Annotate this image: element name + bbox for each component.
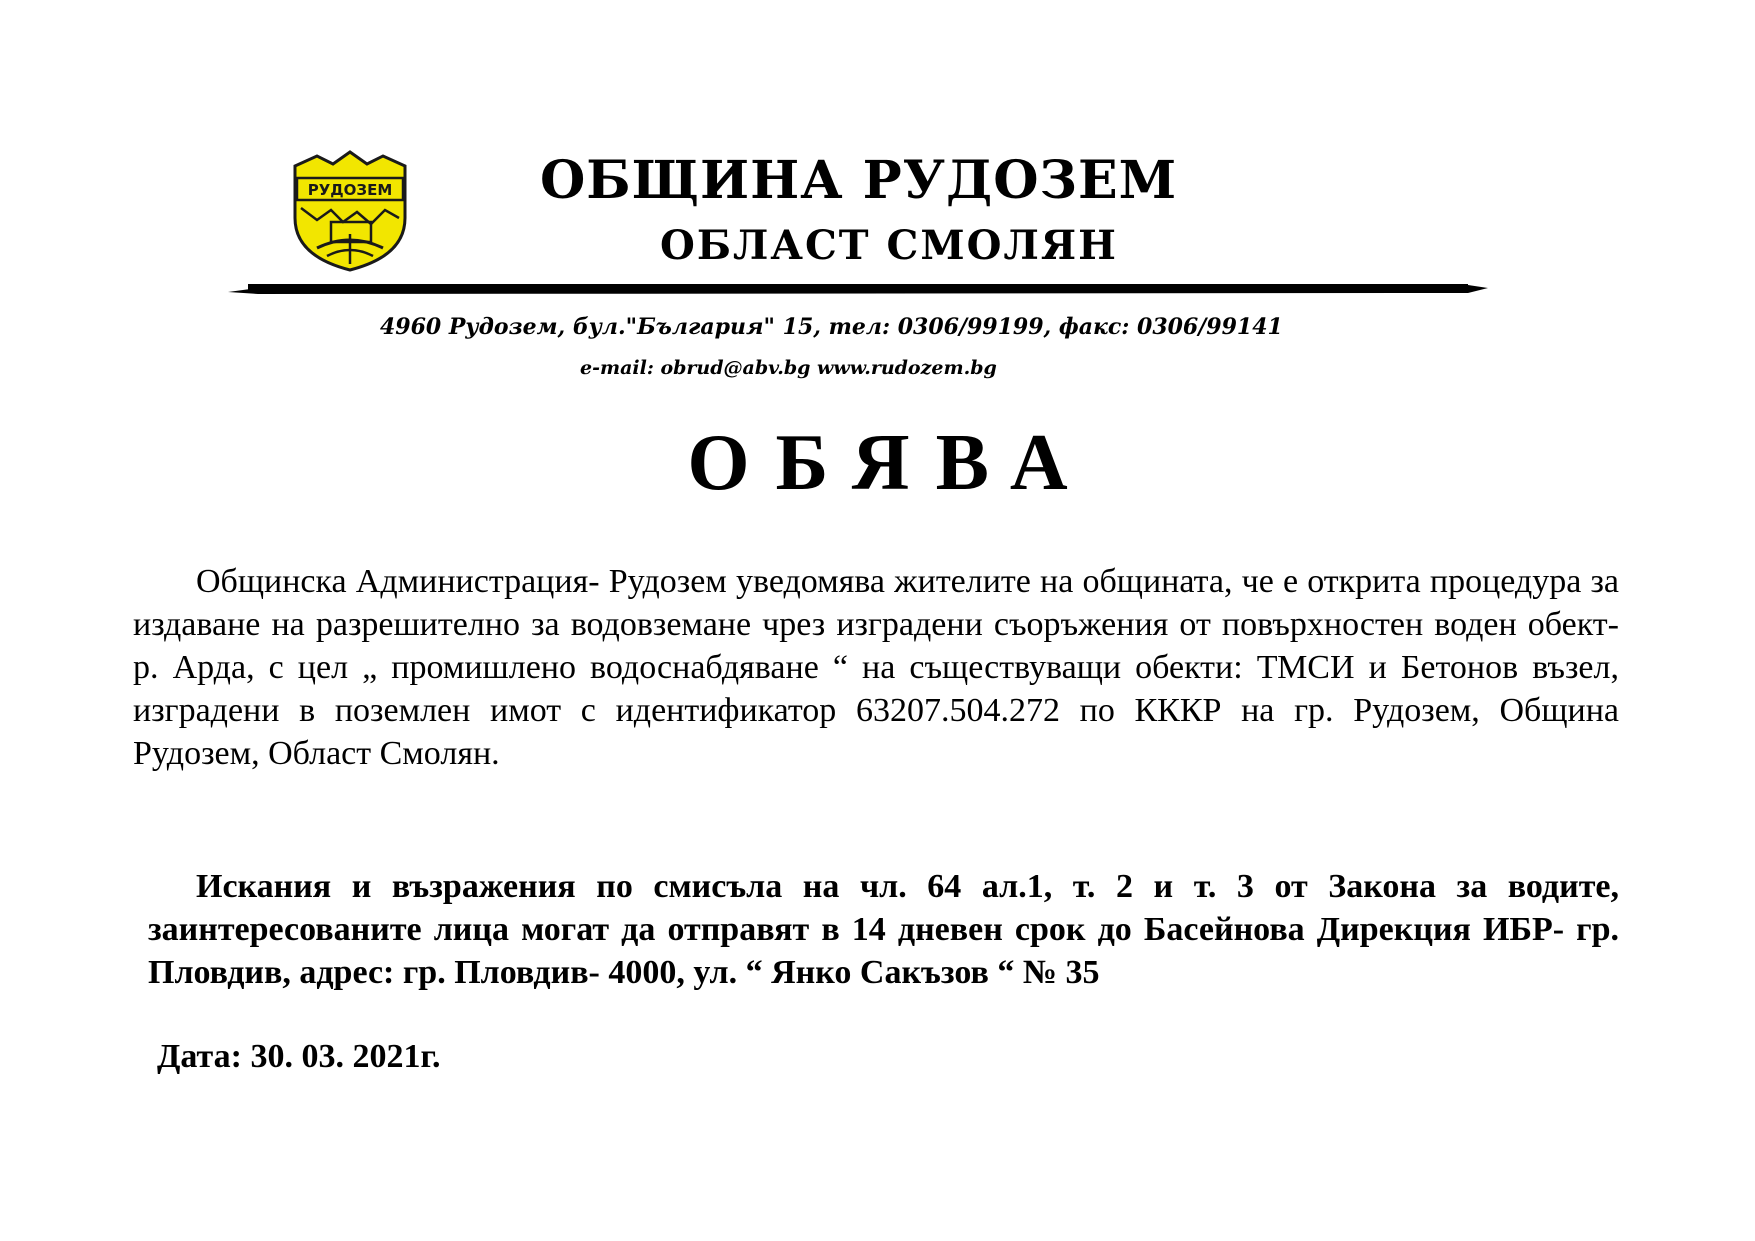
header-divider [228, 280, 1488, 298]
municipality-name: ОБЩИНА РУДОЗЕМ [540, 150, 1178, 211]
announcement-title: ОБЯВА [687, 419, 1094, 507]
contact-email-web-line: e-mail: obrud@abv.bg www.rudozem.bg [580, 357, 997, 379]
municipality-coat-of-arms [287, 148, 413, 274]
region-name: ОБЛАСТ СМОЛЯН [660, 222, 1118, 269]
announcement-paragraph: Общинска Администрация- Рудозем уведомява жителите на общината, че е открита процедура за издаване на разрешително за водовземане чрез изградени съоръжения от повърхностен воден обект- р. Арда, с цел „ промишлено водоснабдяване “ на съществуващи обекти: ТМСИ и Бетонов възел, изградени в поземлен имот с идентификатор 63207.504.272 по КККР на гр. Рудозем, Община Рудозем, Област Смолян. [133, 563, 1619, 772]
objections-paragraph: Искания и възражения по смисъла на чл. 64 ал.1, т. 2 и т. 3 от Закона за водите, заинтересованите лица могат да отправят в 14 дневен срок до Басейнова Дирекция ИБР- гр. Пловдив, адрес: гр. Пловдив- 4000, ул. “ Янко Сакъзов “ № 35 [148, 868, 1619, 991]
announcement-date: Дата: 30. 03. 2021г. [157, 1038, 441, 1075]
logo-text: РУДОЗЕМ [307, 181, 393, 199]
contact-address-line: 4960 Рудозем, бул."България" 15, тел: 0306/99199, факс: 0306/99141 [380, 314, 1283, 340]
